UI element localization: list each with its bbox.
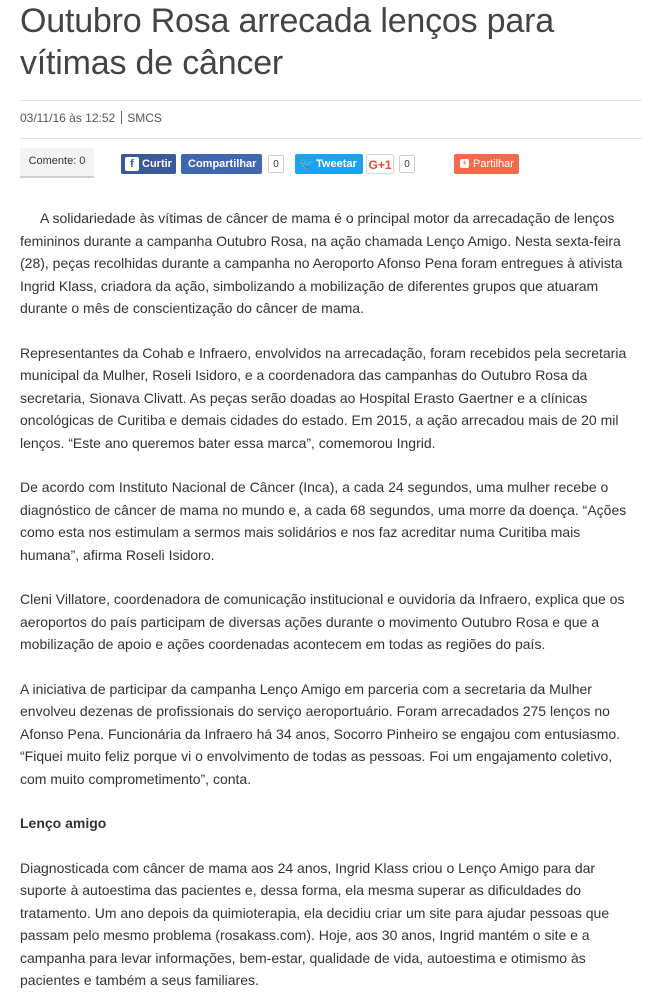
facebook-share-button[interactable]: Compartilhar xyxy=(181,154,262,174)
page-title: Outubro Rosa arrecada lenços para vítimas de câncer xyxy=(20,2,554,82)
paragraph: A solidariedade às vítimas de câncer de mama é o principal motor da arrecadação de lenços femininos durante a campanha Outubro Rosa, na ação chamada Lenço Amigo. Nesta sexta-feira (28), peças recolhidas durante a campanha no Aeroporto Afonso Pena foram entregues à ativista Ingrid Klass, criadora da ação, simbolizando a mobilização de diferentes grupos que atuaram durante o mês de conscientização do câncer de mama. xyxy=(20,210,623,316)
twitter-icon: 🐦 xyxy=(299,157,314,171)
divider-bottom xyxy=(20,138,642,139)
article-source: SMCS xyxy=(127,111,162,125)
facebook-like-button[interactable] xyxy=(121,154,176,174)
section-heading: Lenço amigo xyxy=(20,815,107,831)
plus-icon: + xyxy=(461,158,468,168)
facebook-like-label: Curtir xyxy=(142,158,172,170)
google-plus-count: 0 xyxy=(399,155,415,173)
paragraph: De acordo com Instituto Nacional de Câncer (Inca), a cada 24 segundos, uma mulher recebe o diagnóstico de câncer de mama no mundo e, a cada 68 segundos, uma morre da doença. “Ações como esta nos estimulam a sermos mais solidários e nos faz acreditar numa Curitiba mais humana”, afirma Roseli Isidoro. xyxy=(20,479,627,563)
tweet-label: Tweetar xyxy=(316,158,357,170)
paragraph: Cleni Villatore, coordenadora de comunicação institucional e ouvidoria da Infraero, explica que os aeroportos do país participam de diversas ações durante o movimento Outubro Rosa e que a mobilização de apoio e ações coordenadas acontecem em todas as regiões do país. xyxy=(20,591,625,652)
article-meta xyxy=(20,111,162,125)
divider-top xyxy=(20,100,642,101)
article-date: 03/11/16 às 12:52 xyxy=(20,111,116,125)
paragraph: Diagnosticada com câncer de mama aos 24 anos, Ingrid Klass criou o Lenço Amigo para dar suporte à autoestima das pacientes e, dessa forma, ela mesma superar as dificuldades do tratamento. Um ano depois da quimioterapia, ela decidiu criar um site para ajudar pessoas que passam pelo mesmo problema (rosakass.com). Hoje, aos 30 anos, Ingrid mantém o site e a campanha para levar informações, bem-estar, qualidade de vida, autoestima e otimismo às pacientes e também a seus familiares. xyxy=(20,859,610,988)
article-body xyxy=(20,207,642,992)
paragraph: A iniciativa de participar da campanha Lenço Amigo em parceria com a secretaria da Mulher envolveu dezenas de profissionais do serviço aeroportuário. Foram arrecadados 275 lenços no Afonso Pena. Funcionária da Infraero há 34 anos, Socorro Pinheiro se engajou com entusiasmo. “Fiquei muito feliz porque vi o envolvimento de todas as pessoas. Foi um engajamento coletivo, com muito comprometimento”, conta. xyxy=(20,680,621,787)
facebook-icon: f xyxy=(125,157,139,171)
tweet-button[interactable] xyxy=(295,154,363,174)
meta-separator xyxy=(121,111,122,124)
share-button[interactable] xyxy=(454,154,519,174)
facebook-share-count: 0 xyxy=(268,155,284,173)
share-label: Partilhar xyxy=(473,158,514,170)
comments-button[interactable]: Comente: 0 xyxy=(20,148,94,178)
google-plus-button[interactable]: G+1 xyxy=(366,154,394,174)
paragraph: Representantes da Cohab e Infraero, envolvidos na arrecadação, foram recebidos pela secretaria municipal da Mulher, Roseli Isidoro, e a coordenadora das campanhas do Outubro Rosa da secretaria, Sionava Clivatt. As peças serão doadas ao Hospital Erasto Gaertner e a clínicas oncológicas de Curitiba e demais cidades do estado. Em 2015, a ação arrecadou mais de 20 mil lenços. “Este ano queremos bater essa marca”, comemorou Ingrid. xyxy=(20,344,627,451)
